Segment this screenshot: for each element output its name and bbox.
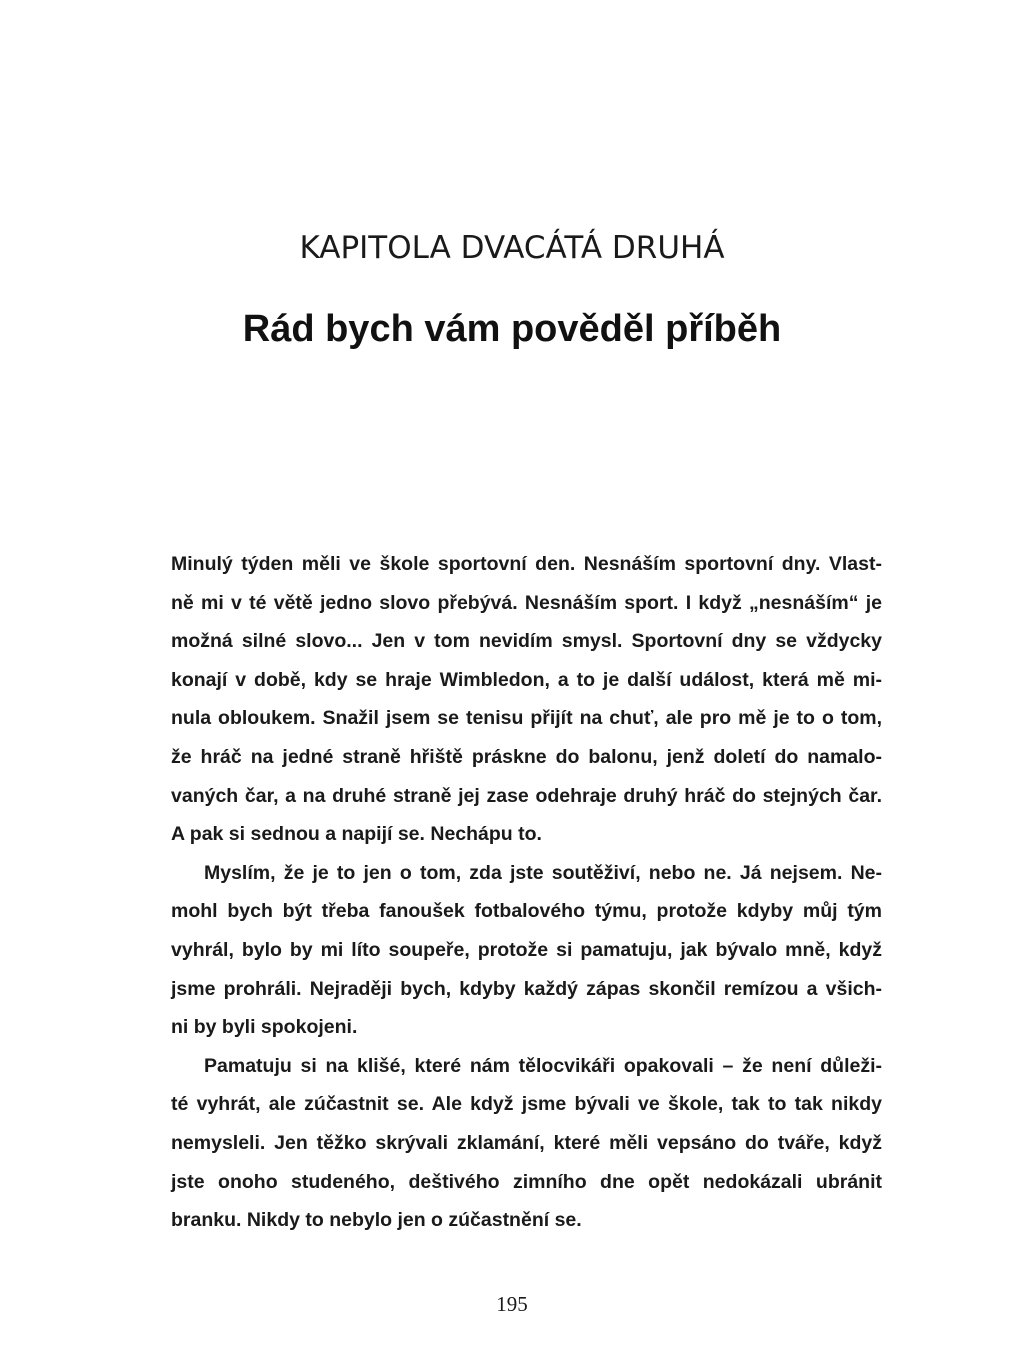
text-line: možná silné slovo... Jen v tom nevidím smysl. Sportovní dny se vždycky (171, 630, 882, 653)
text-line: vaných čar, a na druhé straně jej zase odehraje druhý hráč do stejných čar. (171, 784, 882, 807)
chapter-title: Rád bych vám pověděl příběh (242, 308, 782, 350)
text-line: jsme prohráli. Nejraději bych, kdyby každý zápas skončil remízou a všich- (171, 977, 882, 1000)
text-line: že hráč na jedné straně hřiště práskne do balonu, jenž doletí do namalo- (171, 745, 882, 768)
text-line: konají v době, kdy se hraje Wimbledon, a to je další událost, která mě mi- (171, 668, 882, 691)
text-line: Myslím, že je to jen o tom, zda jste soutěživí, nebo ne. Já nejsem. Ne- (204, 861, 882, 884)
page-number: 195 (496, 1292, 528, 1316)
text-line: mohl bych být třeba fanoušek fotbalového týmu, protože kdyby můj tým (171, 900, 882, 923)
text-line: nula obloukem. Snažil jsem se tenisu přijít na chuť, ale pro mě je to o tom, (171, 707, 882, 730)
text-line: nemysleli. Jen těžko skrývali zklamání, které měli vepsáno do tváře, když (171, 1131, 882, 1154)
body-text (171, 545, 882, 1240)
text-line: jste onoho studeného, deštivého zimního dne opět nedokázali ubránit (171, 1170, 882, 1193)
text-line: ni by byli spokojeni. (171, 1016, 358, 1039)
text-line: vyhrál, bylo by mi líto soupeře, protože si pamatuju, jak bývalo mně, když (171, 938, 882, 961)
chapter-label: KAPITOLA DVACÁTÁ DRUHÁ (299, 230, 725, 266)
paragraph-1 (171, 545, 882, 854)
text-line: A pak si sednou a napijí se. Nechápu to. (171, 823, 542, 846)
paragraph-2 (171, 854, 882, 1047)
text-line: ně mi v té větě jedno slovo přebývá. Nesnáším sport. I když „nesnáším“ je (171, 591, 882, 614)
text-line: branku. Nikdy to nebylo jen o zúčastnění se. (171, 1209, 582, 1232)
text-line: Pamatuju si na klišé, které nám tělocvikáři opakovali – že není důleži- (204, 1054, 882, 1077)
text-line: Minulý týden měli ve škole sportovní den. Nesnáším sportovní dny. Vlast- (171, 553, 882, 575)
text-line: té vyhrát, ale zúčastnit se. Ale když jsme bývali ve škole, tak to tak nikdy (171, 1093, 882, 1116)
paragraph-3 (171, 1047, 882, 1240)
